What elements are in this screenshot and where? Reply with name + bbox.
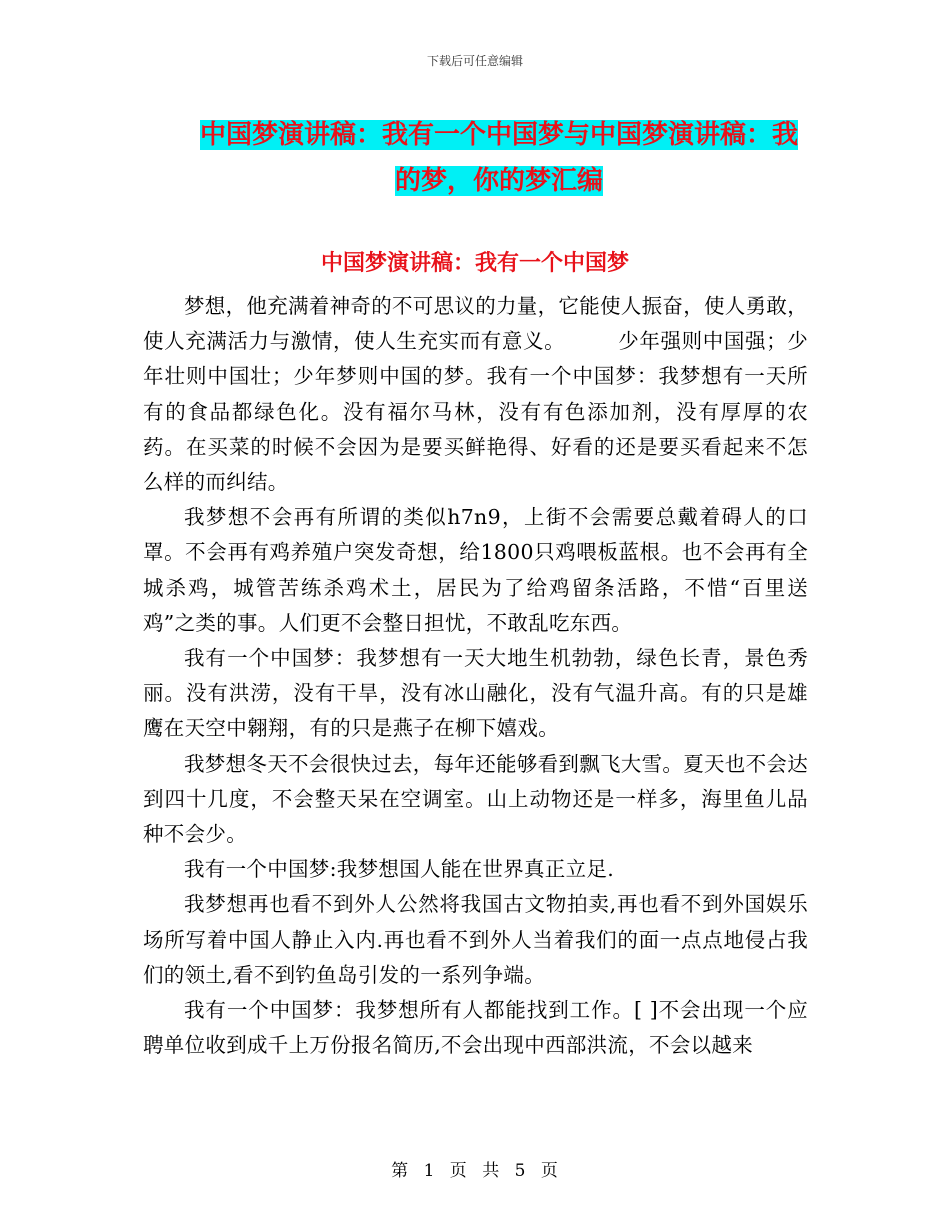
- document-title: [193, 112, 805, 204]
- section-title: 中国梦演讲稿：我有一个中国梦: [320, 251, 629, 276]
- paragraph: 我梦想冬天不会很快过去，每年还能够看到飘飞大雪。夏天也不会达到四十几度，不会整天呆在空调室。山上动物还是一样多，海里鱼儿品种不会少。: [143, 751, 808, 847]
- footer-suffix: 页: [540, 1161, 559, 1181]
- paragraph: 梦想，他充满着神奇的不可思议的力量，它能使人振奋，使人勇敢，使人充满活力与激情，使人生充实而有意义。 少年强则中国强；少年壮则中国壮；少年梦则中国的梦。我有一个中国梦：我梦想有一天所有的食品都绿色化。没有福尔马林，没有有色添加剂，没有厚厚的农药。在买菜的时候不会因为是要买鲜艳得、好看的还是要买看起来不怎么样的而纠结。: [143, 294, 808, 495]
- current-page-number: 1: [423, 1161, 436, 1181]
- document-title-text: 中国梦演讲稿：我有一个中国梦与中国梦演讲稿：我的梦，你的梦汇编: [199, 120, 798, 196]
- page-footer: [0, 1156, 950, 1181]
- total-page-count: 5: [514, 1161, 527, 1181]
- document-body: [143, 289, 808, 1063]
- page-header-note: 下载后可任意编辑: [426, 54, 523, 68]
- paragraph: 我梦想再也看不到外人公然将我国古文物拍卖,再也看不到外国娱乐场所写着中国人静止入内.再也看不到外人当着我们的面一点点地侵占我们的领土,看不到钓鱼岛引发的一系列争端。: [143, 892, 808, 987]
- paragraph: 我有一个中国梦:我梦想国人能在世界真正立足.: [184, 857, 615, 882]
- paragraph: 我有一个中国梦：我梦想有一天大地生机勃勃，绿色长青，景色秀丽。没有洪涝，没有干旱，没有冰山融化，没有气温升高。有的只是雄鹰在天空中翱翔，有的只是燕子在柳下嬉戏。: [143, 646, 808, 741]
- footer-page-word: 页: [449, 1161, 468, 1181]
- footer-total-word: 共: [482, 1161, 501, 1181]
- paragraph: 我有一个中国梦：我梦想所有人都能找到工作。[ ]不会出现一个应聘单位收到成千上万份报名简历,不会出现中西部洪流，不会以越来: [143, 998, 808, 1058]
- paragraph: 我梦想不会再有所谓的类似h7n9，上街不会需要总戴着碍人的口罩。不会再有鸡养殖户突发奇想，给1800只鸡喂板蓝根。也不会再有全城杀鸡，城管苦练杀鸡术土，居民为了给鸡留条活路，不惜“百里送鸡”之类的事。人们更不会整日担忧，不敢乱吃东西。: [143, 505, 808, 635]
- footer-prefix: 第: [391, 1161, 410, 1181]
